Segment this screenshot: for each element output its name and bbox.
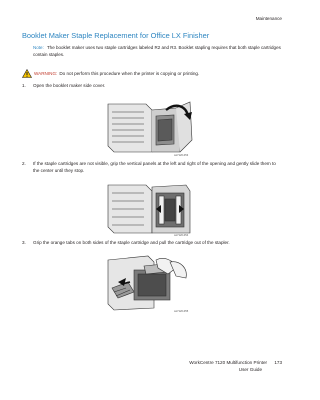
warning-paragraph: [22, 69, 199, 78]
warning-triangle-icon: [22, 69, 32, 78]
footer-product: WorkCentre 7120 Multifunction Printer: [189, 360, 268, 365]
running-head: Maintenance: [255, 16, 282, 21]
figure-slide-panels: [106, 181, 194, 237]
step-number: 2.: [22, 161, 26, 166]
step-text: Open the booklet maker side cover.: [33, 83, 106, 88]
step-2: [22, 161, 283, 174]
warning-text: Do not perform this procedure when the printer is copying or printing.: [59, 71, 200, 76]
note-label: Note:: [33, 45, 44, 50]
step-number: 1.: [22, 83, 26, 88]
section-title: Booklet Maker Staple Replacement for Office LX Finisher: [22, 31, 210, 40]
page-number: 173: [274, 360, 282, 365]
warning-label: WARNING:: [34, 71, 58, 76]
step-1: [22, 83, 283, 90]
step-3: [22, 240, 283, 247]
figure-code: wc7120-055: [174, 310, 189, 313]
figure-code: wc7120-053: [174, 154, 189, 157]
footer-product-line: [189, 360, 282, 365]
step-number: 3.: [22, 240, 26, 245]
figure-remove-staple-cartridge: [104, 252, 196, 314]
note-paragraph: [33, 45, 283, 58]
step-text: Grip the orange tabs on both sides of the staple cartridge and pull the cartridge out of the stapler.: [33, 240, 230, 245]
step-text: If the staple cartridges are not visible, grip the vertical panels at the left and right of the opening and gently slide them to the center until they stop.: [33, 161, 276, 173]
footer-guide: User Guide: [238, 367, 262, 372]
note-text: The booklet maker uses two staple cartridges labeled R2 and R3. Booklet stapling requires that both staple cartridges contain staples.: [33, 45, 281, 57]
figure-open-side-cover: [106, 100, 194, 158]
figure-code: wc7120-054: [174, 234, 189, 237]
